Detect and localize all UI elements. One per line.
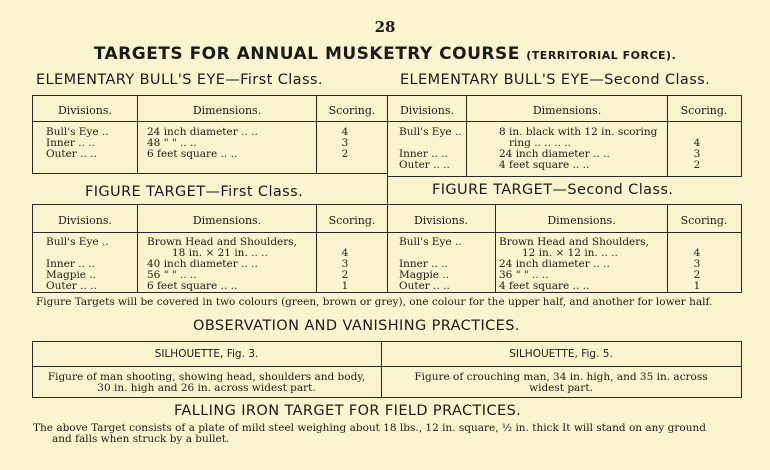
dimension-cell: 8 in. black with 12 in. scoring [499,126,658,138]
rule-v [741,95,742,176]
rule-silhouette-mid [32,366,742,367]
silhouette-fig5-heading: SILHOUETTE, Fig. 5. [509,348,613,360]
division-cell: Outer .. .. [399,280,450,292]
bulls-eye-first-heading: ELEMENTARY BULL'S EYE—First Class. [36,72,323,88]
col-scoring: Scoring. [328,104,376,117]
dimension-cell: 24 inch diameter .. .. [499,258,610,270]
rule-v [466,95,467,176]
dimension-cell: 48 " " .. .. [147,137,197,149]
silhouette-fig5-text: widest part. [529,382,593,394]
dimension-cell: 40 inch diameter .. .. [147,258,258,270]
score-cell: 3 [693,148,701,160]
dimension-cell: Brown Head and Shoulders, [499,236,649,248]
col-dimensions: Dimensions. [192,214,262,227]
score-cell: 1 [693,280,701,292]
rule-v [741,204,742,292]
division-cell: Inner .. .. [399,148,448,160]
rule-left-mid [32,173,387,174]
col-scoring: Scoring. [680,214,728,227]
rule-v-center [387,95,388,292]
page-title-main: TARGETS FOR ANNUAL MUSKETRY COURSE [93,44,520,64]
col-divisions: Divisions. [413,214,469,227]
rule-v [32,204,33,292]
rule-v [316,204,317,292]
score-cell: 3 [693,258,701,270]
score-cell: 2 [693,159,701,171]
dimension-cell: 18 in. × 21 in. .. .. [172,247,268,259]
division-cell: Inner .. .. [46,258,95,270]
division-cell: Bull's Eye .. [46,126,109,138]
rule-tables-bottom [32,292,742,293]
score-cell: 4 [693,137,701,149]
page-title-sub: (TERRITORIAL FORCE). [526,49,677,62]
bulls-eye-second-heading: ELEMENTARY BULL'S EYE—Second Class. [400,72,711,88]
score-cell: 4 [341,126,349,138]
dimension-cell: ring .. .. .. .. [509,137,571,149]
division-cell: Magpie .. [46,269,97,281]
dimension-cell: 24 inch diameter .. .. [499,148,610,160]
dimension-cell: Brown Head and Shoulders, [147,236,297,248]
col-scoring: Scoring. [680,104,728,117]
score-cell: 3 [341,258,349,270]
col-scoring: Scoring. [328,214,376,227]
score-cell: 4 [341,247,349,259]
rule-right-mid [387,176,742,177]
rule-v [32,341,33,397]
dimension-cell: 24 inch diameter .. .. [147,126,258,138]
col-divisions: Divisions. [399,104,455,117]
rule-v [741,341,742,397]
silhouette-fig3-text: 30 in. high and 26 in. across widest part. [97,382,316,394]
rule-v [137,204,138,292]
dimension-cell: 6 feet square .. .. [147,148,238,160]
silhouette-fig3-text: Figure of man shooting, showing head, shoulders and body, [47,371,366,383]
page-number: 28 [374,18,396,36]
dimension-cell: 36 " " .. .. [499,269,549,281]
figure-targets-note: Figure Targets will be covered in two colours (green, brown or grey), one colour for the upper half, and another for lower half. [36,296,713,308]
rule-v [667,95,668,176]
division-cell: Outer .. .. [46,148,97,160]
rule-v [137,95,138,173]
dimension-cell: 6 feet square .. .. [147,280,238,292]
silhouette-fig5-text: Figure of crouching man, 34 in. high, and 35 in. across [414,371,708,383]
rule-v [381,341,382,397]
rule-silhouette-top [32,341,742,342]
division-cell: Magpie .. [399,269,450,281]
dimension-cell: 12 in. × 12 in. .. .. [522,247,618,259]
division-cell: Inner .. .. [46,137,95,149]
dimension-cell: 4 feet square .. .. [499,159,590,171]
page-title [60,44,710,64]
division-cell: Bull's Eye .. [46,236,109,248]
dimension-cell: 4 feet square .. .. [499,280,590,292]
dimension-cell: 56 " " .. .. [147,269,197,281]
falling-iron-heading: FALLING IRON TARGET FOR FIELD PRACTICES. [174,403,522,419]
division-cell: Inner .. .. [399,258,448,270]
rule-v [667,204,668,292]
figure-second-heading: FIGURE TARGET—Second Class. [432,182,674,198]
score-cell: 2 [693,269,701,281]
col-dimensions: Dimensions. [547,214,616,227]
division-cell: Bull's Eye .. [399,236,462,248]
division-cell: Outer .. .. [46,280,97,292]
figure-first-heading: FIGURE TARGET—First Class. [85,184,304,200]
col-dimensions: Dimensions. [532,104,602,117]
score-cell: 3 [341,137,349,149]
falling-iron-text: and falls when struck by a bullet. [52,433,230,445]
rule-silhouette-bottom [32,397,742,398]
rule-v [495,204,496,292]
score-cell: 1 [341,280,349,292]
score-cell: 2 [341,148,349,160]
score-cell: 2 [341,269,349,281]
division-cell: Bull's Eye .. [399,126,462,138]
score-cell: 4 [693,247,701,259]
division-cell: Outer .. .. [399,159,450,171]
col-divisions: Divisions. [57,104,113,117]
rule-v [316,95,317,173]
col-divisions: Divisions. [57,214,113,227]
silhouette-fig3-heading: SILHOUETTE, Fig. 3. [154,348,259,360]
falling-iron-text: The above Target consists of a plate of mild steel weighing about 18 lbs., 12 in. square, ½ in. thick It will stand on any ground [33,422,706,434]
observation-heading: OBSERVATION AND VANISHING PRACTICES. [193,318,520,334]
col-dimensions: Dimensions. [192,104,262,117]
rule-v [32,95,33,173]
